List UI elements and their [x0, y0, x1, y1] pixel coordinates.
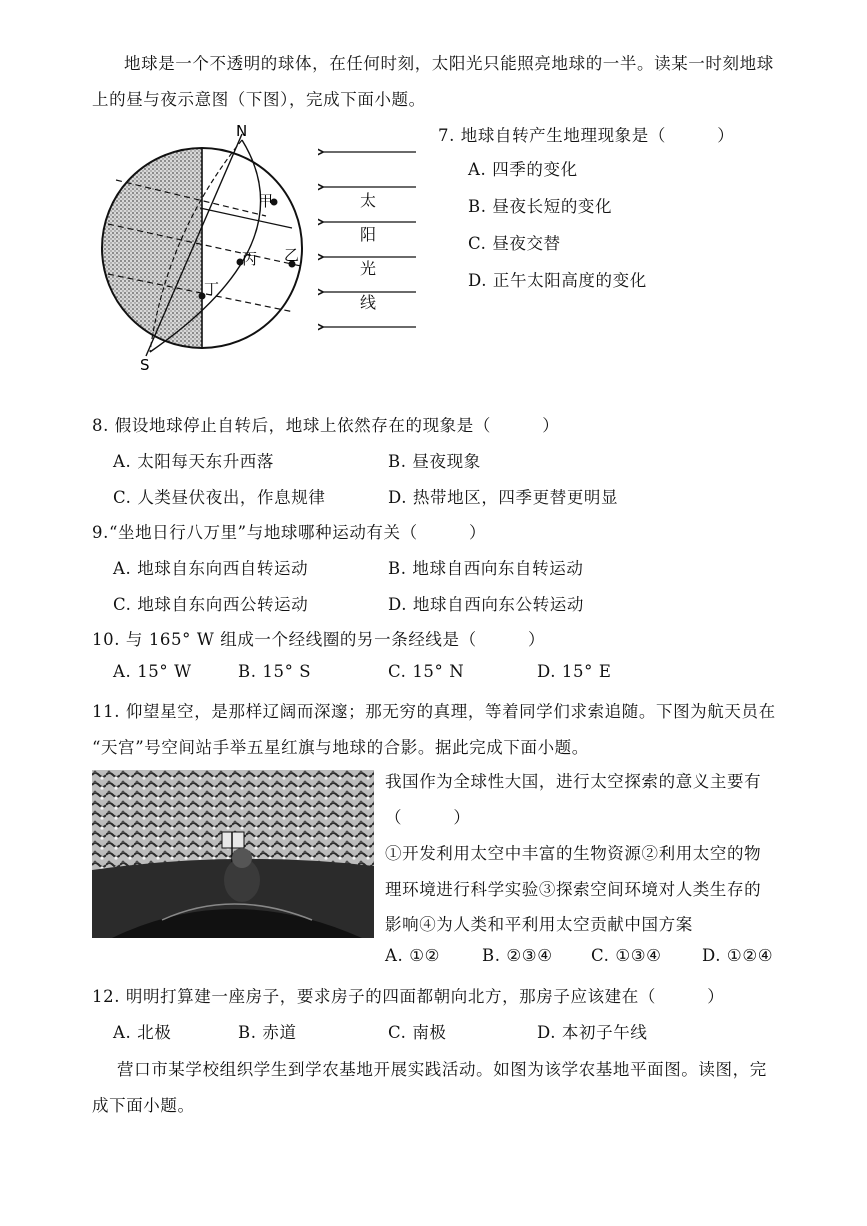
- q10-stem: 10. 与 165° W 组成一个经线圈的另一条经线是（ ）: [92, 630, 546, 649]
- q9-option-c[interactable]: C. 地球自东向西公转运动: [113, 595, 309, 614]
- outro-line-2: 成下面小题。: [92, 1096, 195, 1115]
- q11-option-c[interactable]: C. ①③④: [591, 946, 662, 965]
- outro-line-1: 营口市某学校组织学生到学农基地开展实践活动。如图为该学农基地平面图。读图，完: [117, 1060, 767, 1079]
- intro-line-2: 上的昼与夜示意图（下图），完成下面小题。: [92, 90, 426, 109]
- sun-char-4: 线: [360, 293, 377, 312]
- q8-option-d[interactable]: D. 热带地区，四季更替更明显: [388, 488, 619, 507]
- q7-option-c[interactable]: C. 昼夜交替: [468, 234, 561, 253]
- label-jia: 甲: [258, 192, 274, 210]
- q9-option-b[interactable]: B. 地球自西向东自转运动: [388, 559, 584, 578]
- q11-sub-line-4: 理环境进行科学实验③探索空间环境对人类生存的: [385, 880, 762, 899]
- north-label: N: [236, 124, 248, 140]
- q11-sub-line-1: 我国作为全球性大国，进行太空探索的意义主要有: [385, 772, 762, 791]
- q9-option-a[interactable]: A. 地球自东向西自转运动: [113, 559, 309, 578]
- q7-option-a[interactable]: A. 四季的变化: [468, 160, 578, 179]
- label-yi: 乙: [284, 246, 300, 264]
- sun-char-2: 阳: [360, 225, 377, 244]
- q10-option-a[interactable]: A. 15° W: [113, 662, 192, 681]
- night-hemisphere: [96, 124, 202, 374]
- q11-option-b[interactable]: B. ②③④: [482, 946, 553, 965]
- q10-option-d[interactable]: D. 15° E: [537, 662, 612, 681]
- sun-char-3: 光: [360, 259, 377, 278]
- q8-option-b[interactable]: B. 昼夜现象: [388, 452, 481, 471]
- label-bing: 丙: [242, 250, 258, 268]
- q8-option-c[interactable]: C. 人类昼伏夜出，作息规律: [113, 488, 326, 507]
- q7-option-d[interactable]: D. 正午太阳高度的变化: [468, 271, 647, 290]
- sunlight-arrows: [318, 140, 418, 355]
- q11-sub-line-2: （ ）: [385, 808, 471, 827]
- day-night-globe-figure: [96, 124, 316, 374]
- intro-line-1: 地球是一个不透明的球体，在任何时刻，太阳光只能照亮地球的一半。读某一时刻地球: [124, 54, 774, 73]
- q12-option-b[interactable]: B. 赤道: [238, 1023, 297, 1042]
- q8-stem: 8. 假设地球停止自转后，地球上依然存在的现象是（ ）: [92, 416, 560, 435]
- label-ding: 丁: [204, 280, 220, 298]
- q8-option-a[interactable]: A. 太阳每天东升西落: [113, 452, 275, 471]
- q7-stem: 7. 地球自转产生地理现象是（ ）: [438, 126, 735, 145]
- q11-sub-line-5: 影响④为人类和平利用太空贡献中国方案: [385, 915, 693, 934]
- q10-option-c[interactable]: C. 15° N: [388, 662, 465, 681]
- q12-option-c[interactable]: C. 南极: [388, 1023, 447, 1042]
- q9-option-d[interactable]: D. 地球自西向东公转运动: [388, 595, 584, 614]
- q11-sub-line-3: ①开发利用太空中丰富的生物资源②利用太空的物: [385, 844, 762, 863]
- south-label: S: [140, 356, 150, 374]
- sun-char-1: 太: [360, 191, 377, 210]
- q11-stem-line-1: 11. 仰望星空，是那样辽阔而深邃；那无穷的真理，等着同学们求索追随。下图为航天员在: [92, 702, 776, 721]
- q9-stem: 9.“坐地日行八万里”与地球哪种运动有关（ ）: [92, 523, 487, 542]
- q11-option-a[interactable]: A. ①②: [385, 946, 440, 965]
- q12-option-d[interactable]: D. 本初子午线: [537, 1023, 648, 1042]
- q7-option-b[interactable]: B. 昼夜长短的变化: [468, 197, 613, 216]
- astronaut-earth-photo: [92, 770, 374, 938]
- q12-stem: 12. 明明打算建一座房子，要求房子的四面都朝向北方，那房子应该建在（ ）: [92, 987, 725, 1006]
- q10-option-b[interactable]: B. 15° S: [238, 662, 312, 681]
- q12-option-a[interactable]: A. 北极: [113, 1023, 172, 1042]
- q11-option-d[interactable]: D. ①②④: [702, 946, 774, 965]
- q11-stem-line-2: “天宫”号空间站手举五星红旗与地球的合影。据此完成下面小题。: [92, 738, 589, 757]
